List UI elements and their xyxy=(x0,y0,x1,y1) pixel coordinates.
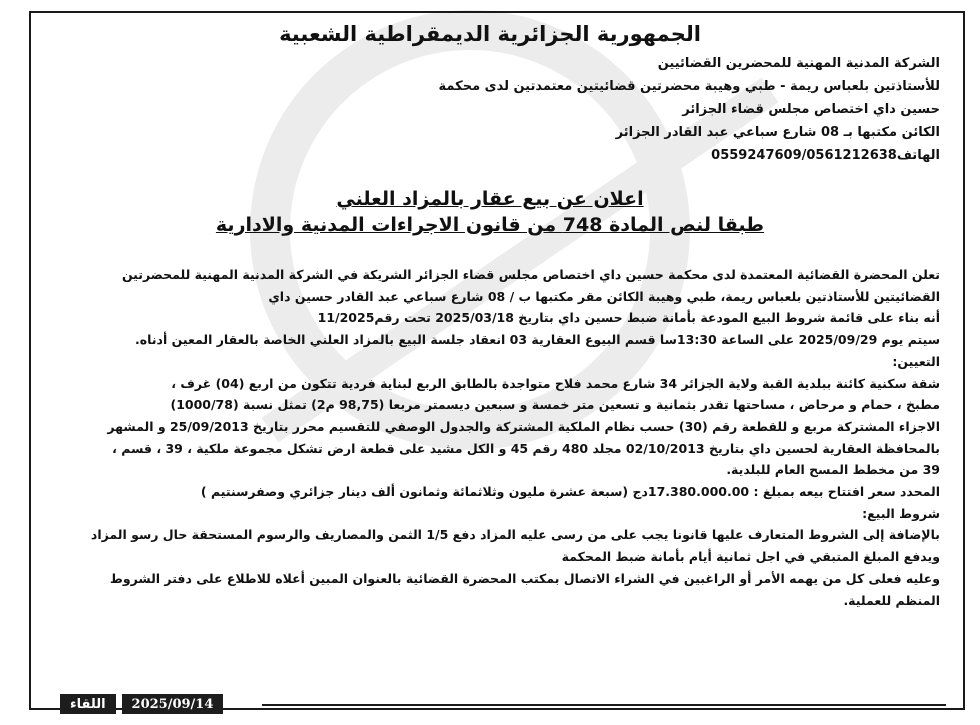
partners-line: للأستاذتين بلعباس ريمة - طبي وهيبة محضرتين قضائيتين معتمدتين لدى محكمة xyxy=(438,79,940,94)
body-line: بالإضافة إلى الشروط المتعارف عليها قانونا يجب على من رسى عليه المزاد دفع 1/5 الثمن والمصاريف والرسوم المستحقة حال رسو المزاد xyxy=(90,527,940,543)
body-line: سيتم يوم 2025/09/29 على الساعة 13:30سا قسم البيوع العقارية 03 انعقاد جلسة البيع بالمزاد العلني الخاصة بالعقار المعين أدناه. xyxy=(135,332,940,348)
opening-price: المحدد سعر افتتاح بيعه بمبلغ : 17.380.000.00دج (سبعة عشرة مليون وثلاثمائة وثمانون ألف دينار جزائري وصفرسنتيم ) xyxy=(200,484,940,500)
announcement-title: اعلان عن بيع عقار بالمزاد العلني xyxy=(336,188,644,210)
body-line: بالمحافظة العقارية لحسين داي بتاريخ 02/10/2013 مجلد 480 رقم 45 و الكل مشيد على قطعة ارض تشكل مجموعة ملكية ، 39 ، قسم ، xyxy=(112,440,940,456)
body-line: شقة سكنية كائنة ببلدية القبة ولاية الجزائر 34 شارع محمد فلاح متواجدة بالطابق الربع لبناية فردية تتكون من اربع (04) غرف ، xyxy=(171,375,940,391)
body-line: ويدفع المبلغ المتبقي في اجل ثمانية أيام بأمانة ضبط المحكمة xyxy=(561,549,940,565)
body-line: وعليه فعلى كل من يهمه الأمر أو الراغبين في الشراء الاتصال بمكتب المحضرة القضائية بالعنوان المبين أعلاه للاطلاع على دفتر الشروط xyxy=(109,570,940,586)
footer xyxy=(60,693,223,715)
conditions-label: شروط البيع: xyxy=(862,505,940,521)
body-line: مطبخ ، حمام و مرحاض ، مساحتها تقدر بثمانية و تسعين متر خمسة و سبعين ديسمتر مربعا (98,75 م2) تمثل نسبة (1000/78) xyxy=(170,397,940,413)
body-line: الاجزاء المشتركة مربع و للقطعة رقم (30) حسب نظام الملكية المشتركة والجدول الوصفي للتقسيم محرر بتاريخ 25/09/2013 و المشهر xyxy=(107,418,940,434)
body-line: أنه بناء على قائمة شروط البيع المودعة بأمانة ضبط حسين داي بتاريخ 2025/03/18 تحت رقم11/2025 xyxy=(317,310,940,326)
phone-line: الهاتف0559247609/0561212638 xyxy=(711,148,940,163)
announcement-body xyxy=(40,264,940,611)
republic-title: الجمهورية الجزائرية الديمقراطية الشعبية xyxy=(279,22,701,46)
body-line: 39 من مخطط المسح العام للبلدية. xyxy=(726,462,940,478)
address-line: الكائن مكتبها بـ 08 شارع سباعي عبد القادر الجزائر xyxy=(615,125,940,140)
newspaper-badge: اللقاء xyxy=(60,694,116,714)
announcement-subtitle: طبقا لنص المادة 748 من قانون الاجراءات المدنية والادارية xyxy=(215,214,765,236)
jurisdiction-line: حسين داي اختصاص مجلس قضاء الجزائر xyxy=(682,102,940,117)
body-line: تعلن المحضرة القضائية المعتمدة لدى محكمة حسين داي اختصاص مجلس قضاء الجزائر الشريكة في الشركة المدنية المهنية للمحضرتين xyxy=(121,267,940,282)
body-line: المنظم للعملية. xyxy=(843,592,940,608)
footer-divider xyxy=(262,704,946,706)
announcement-titles xyxy=(60,186,920,238)
company-name: الشركة المدنية المهنية للمحضرين القضائيين xyxy=(657,56,940,71)
header xyxy=(40,22,940,167)
publication-date-badge: 2025/09/14 xyxy=(122,694,224,714)
body-line: القضائيتين للأستاذتين بلعباس ريمة، طبي وهيبة الكائن مقر مكتبها ب / 08 شارع سباعي عبد القادر حسين داي xyxy=(268,288,940,304)
designation-label: التعيين: xyxy=(892,353,940,369)
